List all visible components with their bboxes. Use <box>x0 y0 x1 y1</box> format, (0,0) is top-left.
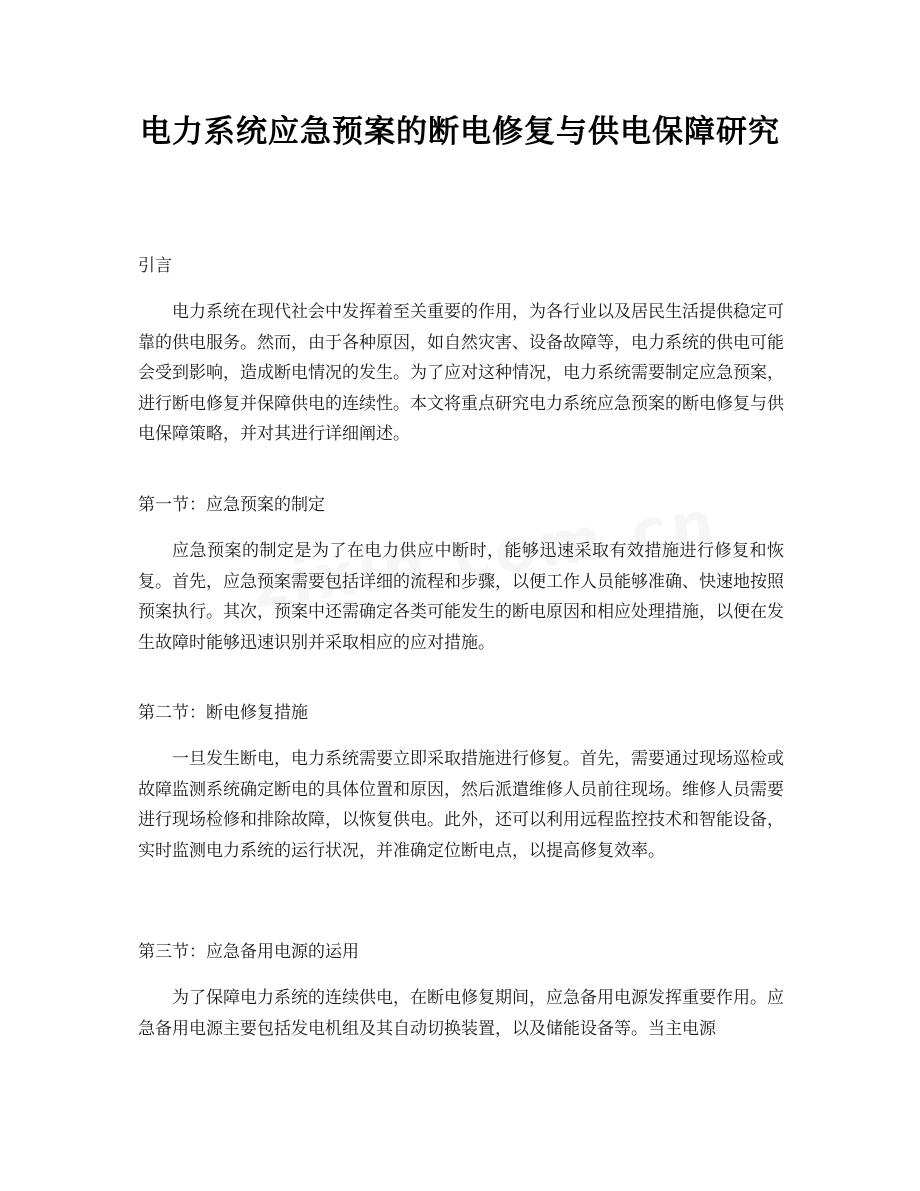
section-heading-2: 第二节：断电修复措施 <box>138 703 308 723</box>
section-heading-1: 第一节：应急预案的制定 <box>138 495 325 515</box>
section-heading-intro: 引言 <box>138 256 172 276</box>
paragraph-section-1: 应急预案的制定是为了在电力供应中断时，能够迅速采取有效措施进行修复和恢复。首先，应急预案需要包括详细的流程和步骤，以便工作人员能够准确、快速地按照预案执行。其次，预案中还需确定各类可能发生的断电原因和相应处理措施，以便在发生故障时能够迅速识别并采取相应的应对措施。 <box>138 541 784 653</box>
section-heading-3: 第三节：应急备用电源的运用 <box>138 942 359 962</box>
paragraph-section-3: 为了保障电力系统的连续供电，在断电修复期间，应急备用电源发挥重要作用。应急备用电源主要包括发电机组及其自动切换装置，以及储能设备等。当主电源 <box>138 988 784 1039</box>
document-title: 电力系统应急预案的断电修复与供电保障研究 <box>140 114 780 150</box>
paragraph-section-2: 一旦发生断电，电力系统需要立即采取措施进行修复。首先，需要通过现场巡检或故障监测系统确定断电的具体位置和原因，然后派遣维修人员前往现场。维修人员需要进行现场检修和排除故障，以恢复供电。此外，还可以利用远程监控技术和智能设备，实时监测电力系统的运行状况，并准确定位断电点，以提高修复效率。 <box>138 749 784 861</box>
paragraph-intro: 电力系统在现代社会中发挥着至关重要的作用，为各行业以及居民生活提供稳定可靠的供电服务。然而，由于各种原因，如自然灾害、设备故障等，电力系统的供电可能会受到影响，造成断电情况的发生。为了应对这种情况，电力系统需要制定应急预案，进行断电修复并保障供电的连续性。本文将重点研究电力系统应急预案的断电修复与供电保障策略，并对其进行详细阐述。 <box>138 302 784 444</box>
